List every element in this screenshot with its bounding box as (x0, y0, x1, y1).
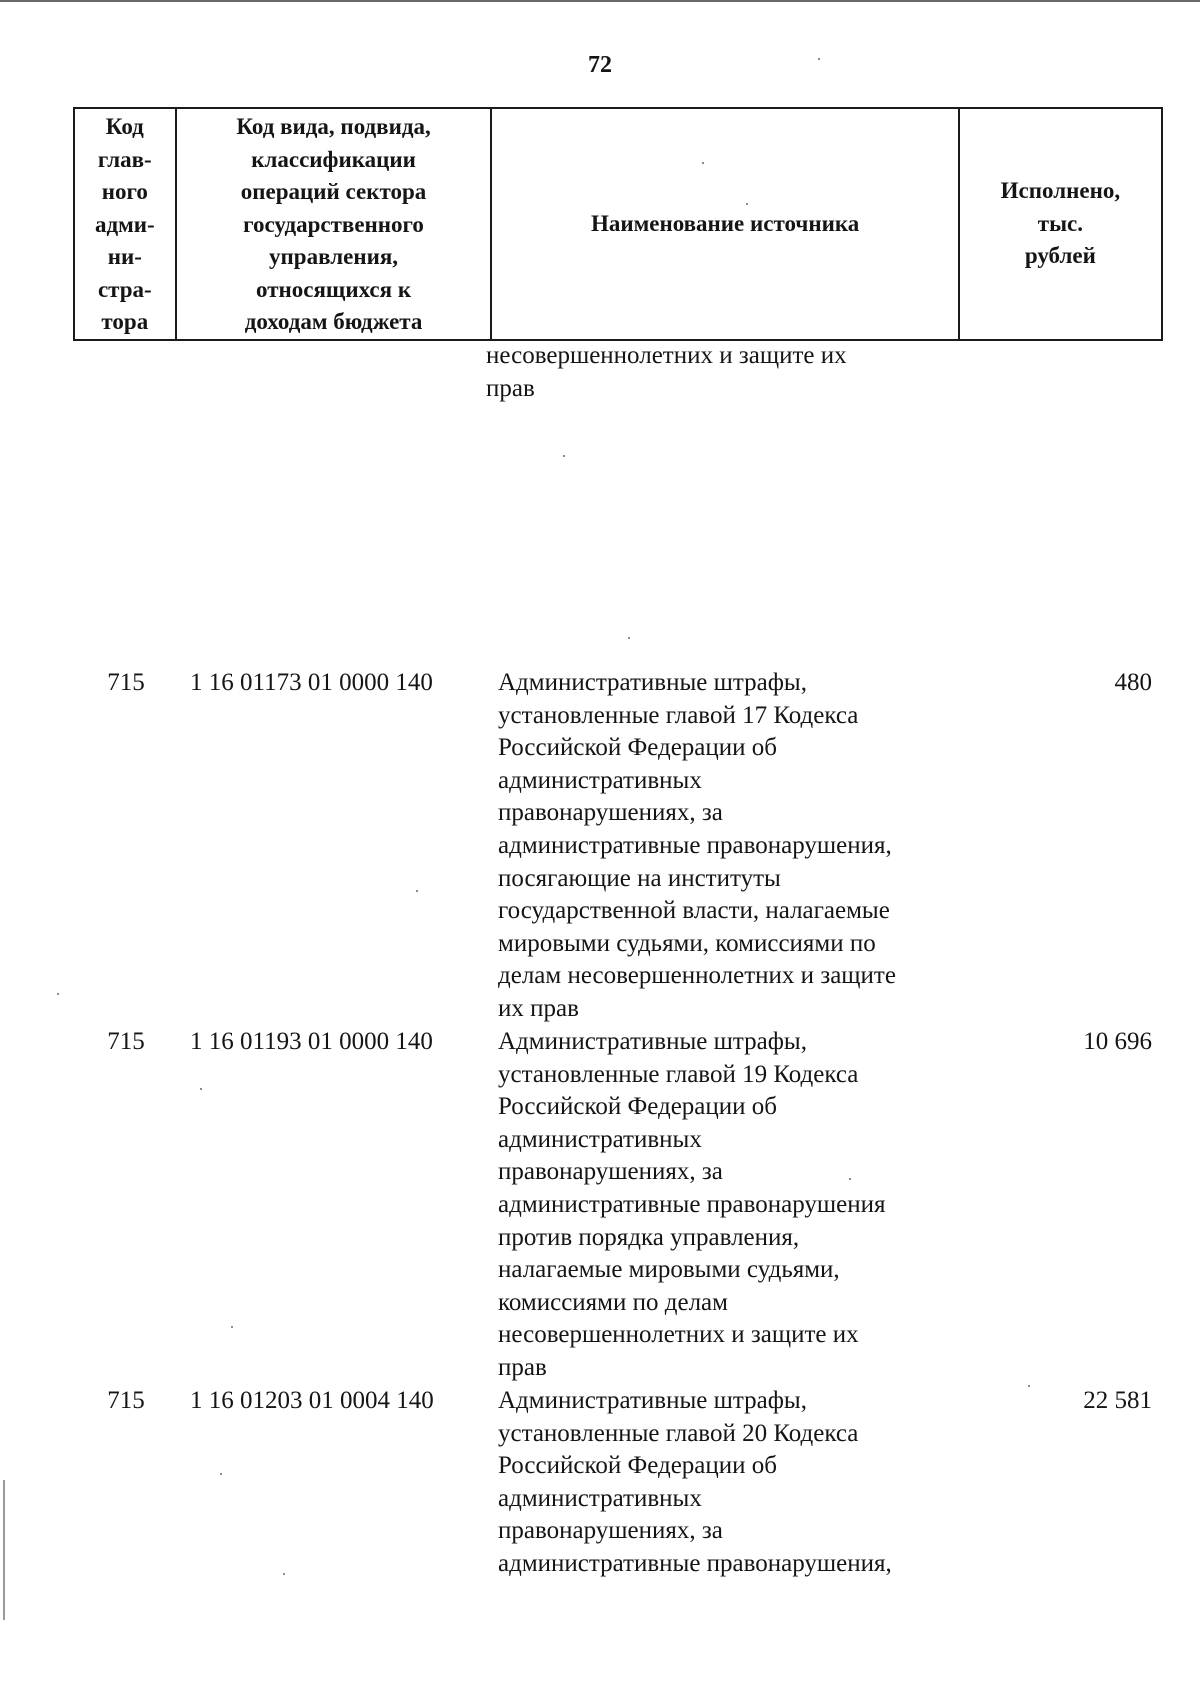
classification-code: 1 16 01173 01 0000 140 (190, 669, 433, 696)
name-line: Российской Федерации об (498, 1093, 777, 1121)
name-line: несовершеннолетних и защите их (486, 342, 847, 369)
name-line: административных (498, 1125, 702, 1153)
name-line: административные правонарушения, (498, 1549, 892, 1577)
name-line: налагаемые мировыми судьями, (498, 1256, 840, 1284)
name-line: Российской Федерации об (498, 1452, 777, 1480)
header-text-line: ного (101, 179, 148, 204)
scan-edge-mark (3, 1480, 5, 1620)
header-text-line: глав- (97, 146, 152, 172)
amount-executed: 10 696 (1083, 1028, 1152, 1055)
source-name (498, 1026, 968, 1385)
name-line: делам несовершеннолетних и защите (498, 962, 896, 990)
header-text-line: Код (105, 114, 144, 139)
name-line: правонарушениях, за (498, 1158, 723, 1186)
header-text-line: относящихся к (256, 276, 412, 302)
scan-speck (746, 203, 748, 205)
name-line: несовершеннолетних и защите их (498, 1321, 859, 1349)
header-source-name (492, 109, 959, 339)
scan-speck (628, 637, 630, 639)
scan-speck (283, 1573, 285, 1575)
name-line: установленные главой 17 Кодекса (498, 701, 859, 729)
scan-speck (702, 162, 704, 164)
scan-speck (818, 58, 820, 60)
name-line: комиссиями по делам (498, 1288, 728, 1316)
name-line: Российской Федерации об (498, 734, 777, 762)
name-line: правонарушениях, за (498, 799, 723, 827)
name-line: прав (498, 1353, 547, 1381)
header-text-line: доходам бюджета (244, 309, 423, 334)
name-line: против порядка управления, (498, 1223, 800, 1251)
scan-speck (563, 455, 565, 457)
name-line: государственной власти, налагаемые (498, 897, 890, 925)
header-text-line: тыс. (1037, 210, 1083, 236)
page-number: 72 (588, 52, 612, 78)
header-text-line: Исполнено, (1000, 178, 1121, 204)
admin-code: 715 (107, 1387, 145, 1414)
scan-speck (1028, 1385, 1030, 1387)
header-text-line: Код вида, подвида, (236, 114, 431, 139)
scan-speck (231, 1326, 233, 1328)
header-text-line: стра- (97, 276, 152, 302)
header-text-line: Наименование источника (590, 210, 860, 236)
continued-source-name (486, 340, 966, 405)
name-line: Административные штрафы, (498, 669, 807, 696)
scan-speck (220, 1473, 222, 1475)
name-line: их прав (498, 994, 579, 1022)
scan-speck (57, 993, 59, 995)
header-text-line: адми- (94, 211, 155, 237)
name-line: правонарушениях, за (498, 1517, 723, 1545)
name-line: административные правонарушения (498, 1190, 886, 1218)
name-line: административных (498, 1484, 702, 1512)
table-header (73, 107, 1163, 341)
header-text-line: ни- (107, 244, 142, 269)
name-line: Административные штрафы, (498, 1028, 807, 1055)
name-line: посягающие на институты (498, 864, 781, 892)
name-line: установленные главой 20 Кодекса (498, 1419, 859, 1447)
name-line: Административные штрафы, (498, 1387, 807, 1414)
scan-border-line (0, 0, 1200, 2)
name-line: прав (486, 374, 535, 402)
header-admin-code (75, 109, 177, 339)
amount-executed: 480 (1114, 669, 1152, 696)
name-line: административных (498, 766, 702, 794)
header-text-line: рублей (1024, 243, 1096, 269)
scan-speck (849, 1178, 851, 1180)
header-text-line: государственного (243, 211, 424, 237)
header-amount (960, 109, 1161, 339)
name-line: административные правонарушения, (498, 831, 892, 859)
source-name (498, 667, 968, 1026)
admin-code: 715 (107, 1028, 145, 1055)
name-line: установленные главой 19 Кодекса (498, 1060, 859, 1088)
admin-code: 715 (107, 669, 145, 696)
header-text-line: управления, (269, 244, 399, 269)
classification-code: 1 16 01203 01 0004 140 (190, 1387, 434, 1414)
amount-executed: 22 581 (1083, 1387, 1152, 1414)
header-classification-code (177, 109, 493, 339)
header-text-line: тора (101, 309, 149, 334)
scan-speck (416, 890, 418, 892)
header-text-line: операций сектора (240, 179, 427, 204)
classification-code: 1 16 01193 01 0000 140 (190, 1028, 433, 1055)
scan-speck (200, 1088, 202, 1090)
name-line: мировыми судьями, комиссиями по (498, 929, 876, 957)
header-text-line: классификации (251, 146, 416, 172)
source-name (498, 1385, 968, 1581)
